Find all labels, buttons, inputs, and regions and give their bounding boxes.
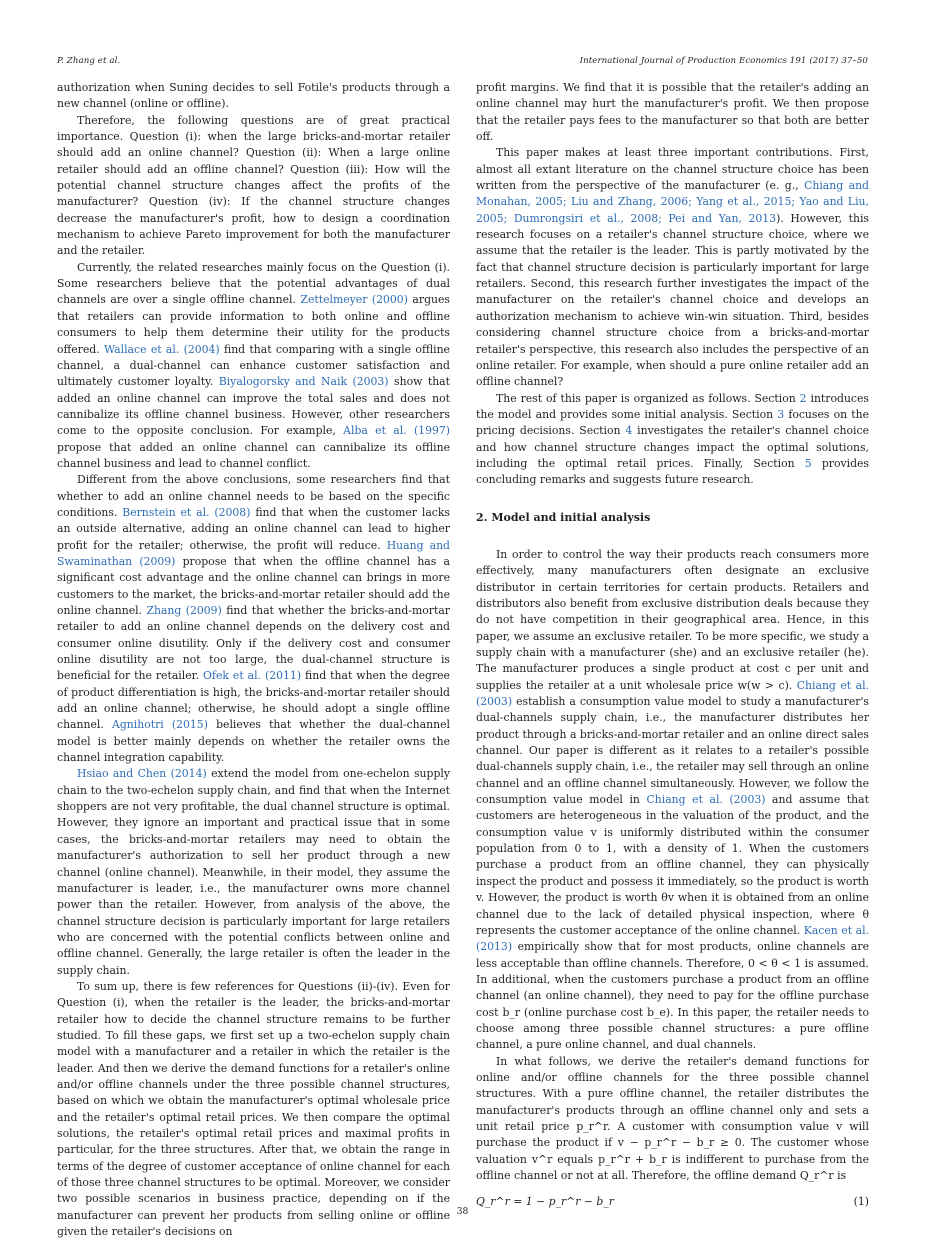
- citation-link[interactable]: Alba et al. (1997): [343, 424, 450, 438]
- text-run: extend the model from one-echelon supply chain to the two-echelon supply chain, and find that when the Internet shoppers are not very profitable, the dual channel structure is optimal. However, they ignore an important and practical issue that in some cases, the bricks-and-mortar retailers may need to obtain the manufacturer's authorization to sell her product through a new channel (online channel). Meanwhile, in their model, they assume the manufacturer is leader, i.e., the manufacturer owns more channel power than the retailer. However, from analysis of the above, the channel structure decision is particularly important for large retailers who are concerned with the potential conflicts between online and offline channel. Generally, the large retailer is often the leader in the supply chain.: [57, 767, 450, 977]
- text-run: Currently, the related researches mainly focus on the Question (i). Some researchers believe that the potential advantages of dual channels are over a single offline channel.: [57, 260, 450, 307]
- running-header-authors: P. Zhang et al.: [57, 56, 121, 66]
- citation-link[interactable]: Bernstein et al. (2008): [122, 505, 251, 519]
- citation-link[interactable]: Ofek et al. (2011): [203, 669, 302, 683]
- text-run: and assume that customers are heterogeneous in the valuation of the product, and the consumption value v is uniformly distributed within the consumer population from 0 to 1, with a density of 1. When the customers purchase a product from an offline channel, they can physically inspect the product and possess it immediately, so the product is worth v. However, the product is worth θv when it is obtained from an online channel due to the lack of detailed physical inspection, where θ represents the customer acceptance of the online channel.: [476, 793, 869, 937]
- citation-link[interactable]: Chiang et al. (2003): [646, 793, 766, 807]
- text-run: focuses on the pricing decisions. Section: [476, 407, 869, 438]
- citation-link[interactable]: Zettelmeyer (2000): [300, 293, 408, 307]
- citation-link[interactable]: Biyalogorsky and Naik (2003): [218, 375, 389, 389]
- left-column: [57, 80, 450, 1240]
- paragraph: authorization when Suning decides to sell Fotile's products through a new channel (online or offline).: [57, 81, 450, 111]
- section-heading: 2. Model and initial analysis: [476, 510, 651, 524]
- citation-link[interactable]: Hsiao and Chen (2014): [77, 767, 207, 781]
- section-link[interactable]: 4: [625, 424, 633, 438]
- citation-link[interactable]: Agnihotri (2015): [111, 718, 208, 732]
- text-run: show that added an online channel can improve the total sales and does not cannibalize its offline channel business. However, other researchers come to the opposite conclusion. For example,: [57, 375, 451, 438]
- text-run: empirically show that for most products, online channels are less acceptable than offline channels. Therefore, 0 < θ < 1 is assumed. In additional, when the customers purchase a product from an offline channel (an online channel), they need to pay for the offline purchase cost b_r (online purchase cost b_e). In this paper, the retailer needs to choose among three possible channel structures: a pure offline channel, a pure online channel, and dual channels.: [476, 940, 869, 1052]
- paragraph: Therefore, the following questions are of great practical importance. Question (i): when the large bricks-and-mortar retailer should add an online channel? Question (ii): When a large online retailer should add an offline channel? Question (iii): How will the potential channel structure changes affect the profits of the manufacturer? Question (iv): If the channel structure changes decrease the manufacturer's profit, how to design a coordination mechanism to achieve Pareto improvement for both the manufacturer and the retailer.: [57, 113, 450, 258]
- paragraph: [57, 472, 450, 766]
- paragraph: [57, 260, 450, 472]
- section-link[interactable]: 5: [804, 456, 812, 470]
- text-run: The rest of this paper is organized as follows. Section: [496, 391, 800, 405]
- equation-number: (1): [853, 1195, 869, 1209]
- text-run: find that when the degree of product differentiation is high, the bricks-and-mortar retailer should add an online channel; otherwise, he should adopt a single offline channel.: [57, 669, 450, 732]
- citation-link[interactable]: Wallace et al. (2004): [103, 342, 220, 356]
- text-run: investigates the retailer's channel choice and how channel structure changes impact the optimal solutions, including the optimal retail prices. Finally, Section: [476, 424, 869, 470]
- right-column: [476, 80, 869, 1211]
- text-run: Different from the above conclusions, some researchers find that whether to add an online channel needs to be based on the specific conditions.: [57, 473, 450, 519]
- citation-link[interactable]: Chiang and Monahan, 2005; Liu and Zhang, 2006; Yang et al., 2015; Yao and Liu, 2005; Dumrongsiri et al., 2008; Pei and Yan, 2013: [476, 179, 870, 225]
- text-run: propose that added an online channel can cannibalize its offline channel business and lead to channel conflict.: [57, 440, 450, 470]
- paragraph: [476, 145, 869, 390]
- citation-link[interactable]: Zhang (2009): [146, 604, 222, 617]
- paragraph: profit margins. We find that it is possible that the retailer's adding an online channel may hurt the manufacturer's profit. We then propose that the retailer pays fees to the manufacturer so that both are better off.: [476, 81, 869, 144]
- section-link[interactable]: 2: [799, 391, 807, 405]
- equation-body: Q_r^r = 1 − p_r^r − b_r: [476, 1195, 614, 1209]
- paragraph: In what follows, we derive the retailer's demand functions for online and/or offline channels for the three possible channel structures. With a pure offline channel, the retailer distributes the manufacturer's products through an offline channel only and sets a unit retail price p_r^r. A customer with consumption value v will purchase the product if v − p_r^r − b_r ≥ 0. The customer whose valuation v^r equals p_r^r + b_r is indifferent to purchase from the offline channel or not at all. Therefore, the offline demand Q_r^r is: [476, 1054, 869, 1182]
- paragraph: [476, 391, 869, 489]
- text-run: In order to control the way their products reach consumers more effectively, many manufacturers often designate an exclusive distributor in certain territories for certain products. Retailers and distributors also benefit from exclusive distribution deals because they do not have competition in their geographical area. Hence, in this paper, we assume an exclusive retailer. To be more specific, we study a supply chain with a manufacturer (she) and an exclusive retailer (he). The manufacturer produces a single product at cost c per unit and supplies the retailer at a unit wholesale price w(w > c).: [476, 547, 869, 692]
- citation-link[interactable]: Huang and Swaminathan (2009): [57, 538, 451, 568]
- section-link[interactable]: 3: [777, 407, 785, 421]
- citation-link[interactable]: Chiang et al. (2003): [476, 678, 869, 709]
- paragraph: To sum up, there is few references for Questions (ii)-(iv). Even for Question (i), when the retailer is the leader, the bricks-and-mortar retailer how to decide the channel structure remains to be further studied. To fill these gaps, we first set up a two-echelon supply chain model with a manufacturer and a retailer in which the retailer is the leader. And then we derive the demand functions for a retailer's online and/or offline channels under the three possible channel structures, based on which we obtain the manufacturer's optimal wholesale price and the retailer's optimal retail prices. We then compare the optimal solutions, the retailer's optimal retail prices and maximal profits in particular, for the three structures. After that, we obtain the range in terms of the degree of customer acceptance of online channel for each of those three channel structures to be optimal. Moreover, we consider two possible scenarios in business practice, depending on if the manufacturer can prevent her products from selling online or offline given the retailer's decisions on: [57, 979, 450, 1239]
- text-run: propose that when the offline channel has a significant cost advantage and the online channel can brings in more customers to the market, the bricks-and-mortar retailer should add the online channel.: [57, 554, 450, 617]
- text-run: This paper makes at least three important contributions. First, almost all extant literature on the channel structure choice has been written from the perspective of the manufacturer (e. g.,: [476, 146, 869, 193]
- citation-link[interactable]: Kacen et al. (2013): [476, 923, 870, 954]
- text-run: provides concluding remarks and suggests future research.: [476, 456, 869, 487]
- text-run: introduces the model and provides some initial analysis. Section: [476, 391, 869, 421]
- paragraph: [476, 547, 869, 1054]
- text-run: establish a consumption value model to study a manufacturer's dual-channels supply chain, i.e., the manufacturer distributes her product through a bricks-and-mortar retailer and an online direct sales channel. Our paper is different as it relates to a retailer's possible dual-channels supply chain, i.e., the retailer may sell through an online channel and an offline channel simultaneously. However, we follow the consumption value model in: [476, 695, 869, 807]
- running-header-journal: International Journal of Production Economics 191 (2017) 37–50: [579, 56, 868, 66]
- text-run: argues that retailers can provide information to both online and offline consumers to help them determine their utility for the products offered.: [57, 293, 450, 356]
- text-run: find that whether the bricks-and-mortar retailer to add an online channel depends on the delivery cost and consumer online disutility. Only if the delivery cost and consumer online disutility are not too large, the dual-channel structure is beneficial for the retailer.: [57, 604, 450, 683]
- text-run: ). However, this research focuses on a retailer's channel structure choice, where we assume that the retailer is the leader. This is partly motivated by the fact that channel structure decision is particularly important for large retailers. Second, this research further investigates the impact of the manufacturer on the retailer's channel choice and develops an authorization mechanism to achieve win-win situation. Third, besides considering channel structure choice from a bricks-and-mortar retailer's perspective, this research also includes the perspective of an online retailer. For example, when should a pure online retailer add an offline channel?: [476, 211, 869, 389]
- paragraph: [57, 766, 450, 978]
- text-run: find that when the customer lacks an outside alternative, adding an online channel can lead to higher profit for the retailer; otherwise, the profit will reduce.: [57, 505, 450, 552]
- page-number: 38: [456, 1207, 469, 1217]
- text-run: find that comparing with a single offline channel, a dual-channel can enhance customer satisfaction and ultimately customer loyalty.: [57, 342, 450, 389]
- text-run: believes that whether the dual-channel model is better mainly depends on whether the retailer owns the channel integration capability.: [57, 718, 450, 765]
